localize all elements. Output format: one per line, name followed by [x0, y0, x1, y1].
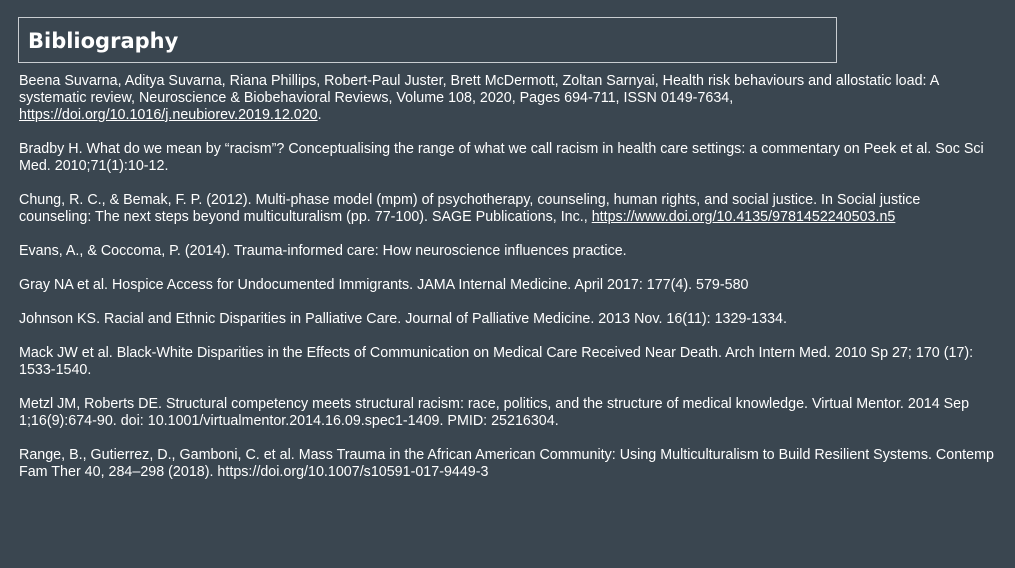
reference-text: Bradby H. What do we mean by “racism”? Conceptualising the range of what we call racism in health care settings: a commentary on Peek et al. Soc Sci Med. 2010;71(1):10-12.: [19, 141, 984, 174]
reference-link[interactable]: https://doi.org/10.1016/j.neubiorev.2019.12.020: [19, 107, 318, 123]
reference-item: [19, 141, 994, 175]
reference-text: Metzl JM, Roberts DE. Structural competency meets structural racism: race, politics, and the structure of medical knowledge. Virtual Mentor. 2014 Sep 1;16(9):674-90. doi: 10.1001/virtualmentor.2014.16.09.spec1-1409. PMID: 25216304.: [19, 396, 970, 429]
reference-item: [19, 345, 994, 379]
reference-item: [19, 73, 994, 124]
reference-text: Range, B., Gutierrez, D., Gamboni, C. et al. Mass Trauma in the African American Community: Using Multiculturalism to Build Resilient Systems. Contemp Fam Ther 40, 284–298 (2018). https://doi.org/10.1007/s10591-017-9449-3: [19, 447, 994, 480]
reference-text: Chung, R. C., & Bemak, F. P. (2012). Multi-phase model (mpm) of psychotherapy, counseling, human rights, and social justice. In Social justice counseling: The next steps beyond multiculturalism (pp. 77-100). SAGE Publications, Inc.,: [19, 192, 921, 225]
reference-item: [19, 192, 994, 226]
reference-text: Mack JW et al. Black-White Disparities in the Effects of Communication on Medical Care Received Near Death. Arch Intern Med. 2010 Sp 27; 170 (17): 1533-1540.: [19, 345, 974, 378]
title-box: [18, 17, 837, 63]
reference-item: [19, 243, 994, 260]
reference-item: [19, 277, 994, 294]
reference-text: Evans, A., & Coccoma, P. (2014). Trauma-informed care: How neuroscience influences practice.: [19, 243, 627, 259]
reference-link[interactable]: https://www.doi.org/10.4135/9781452240503.n5: [591, 209, 896, 225]
reference-text: Gray NA et al. Hospice Access for Undocumented Immigrants. JAMA Internal Medicine. April 2017: 177(4). 579-580: [19, 277, 749, 293]
slide-title: Bibliography: [28, 29, 179, 53]
reference-list: [19, 73, 994, 498]
reference-text: Johnson KS. Racial and Ethnic Disparities in Palliative Care. Journal of Palliative Medicine. 2013 Nov. 16(11): 1329-1334.: [19, 311, 787, 327]
reference-item: [19, 447, 994, 481]
reference-item: [19, 396, 994, 430]
reference-text: Beena Suvarna, Aditya Suvarna, Riana Phillips, Robert-Paul Juster, Brett McDermott, Zoltan Sarnyai, Health risk behaviours and allostatic load: A systematic review, Neuroscience & Biobehavioral Reviews, Volume 108, 2020, Pages 694-711, ISSN 0149-7634,: [19, 73, 939, 106]
reference-item: [19, 311, 994, 328]
reference-tail: .: [317, 107, 322, 123]
